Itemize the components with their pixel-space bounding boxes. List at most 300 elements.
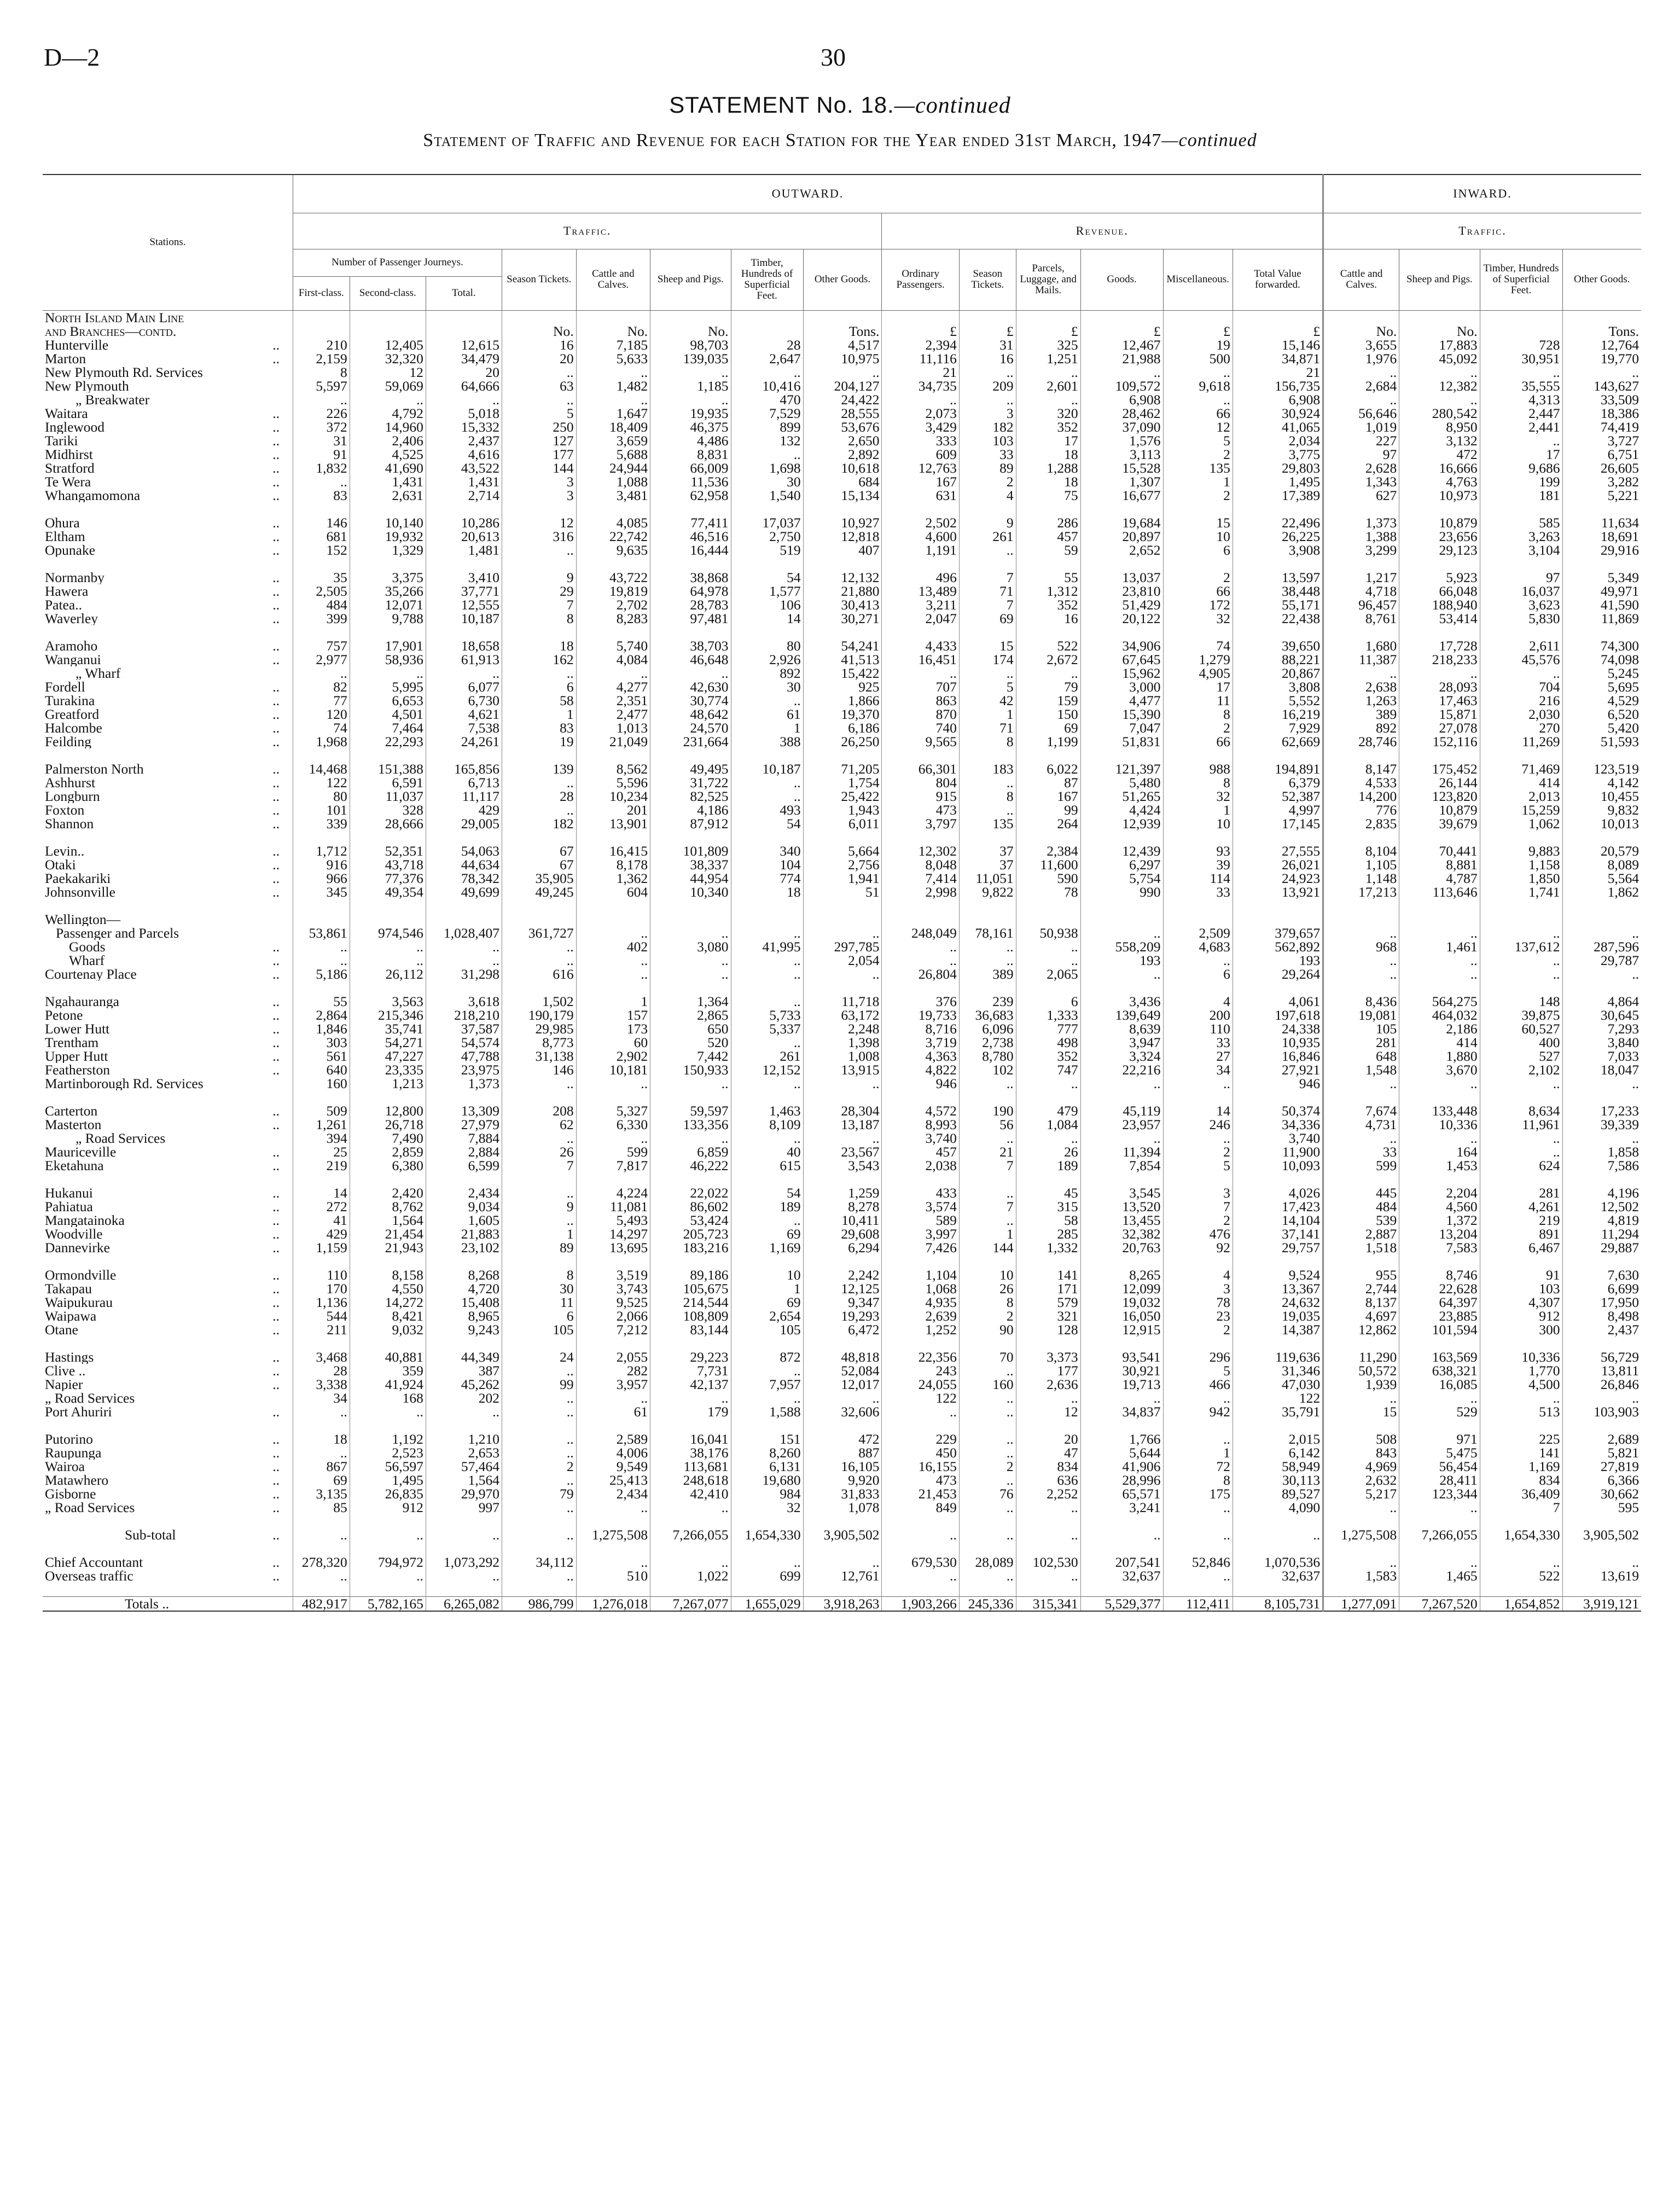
value-cell: 51,429 xyxy=(1080,598,1163,612)
value-cell: 1,362 xyxy=(576,871,650,885)
station-name: Hastings .. xyxy=(45,1350,280,1364)
spacer-cell xyxy=(882,748,959,762)
col-header: Cattle and Calves. xyxy=(1323,249,1399,310)
value-cell: 216 xyxy=(1480,694,1562,707)
value-cell: 29,887 xyxy=(1562,1241,1641,1254)
value-cell: 387 xyxy=(426,1364,502,1378)
value-cell: 464,032 xyxy=(1399,1008,1480,1022)
value-cell: 7,674 xyxy=(1323,1104,1399,1118)
value-cell: 4,621 xyxy=(426,707,502,721)
value-cell: 29,803 xyxy=(1233,461,1323,475)
totals-cell: 245,336 xyxy=(959,1596,1016,1611)
value-cell: 394 xyxy=(293,1131,350,1145)
value-cell: 18 xyxy=(502,639,576,653)
value-cell: 498 xyxy=(1016,1036,1080,1049)
value-cell xyxy=(882,310,959,324)
value-cell: 297,785 xyxy=(803,940,882,954)
spacer-cell xyxy=(43,830,293,844)
outward-header: OUTWARD. xyxy=(293,175,1323,213)
value-cell xyxy=(1480,912,1562,926)
value-cell: 160 xyxy=(959,1378,1016,1391)
value-cell: 76 xyxy=(959,1487,1016,1501)
value-cell: 44,349 xyxy=(426,1350,502,1364)
value-cell: 261 xyxy=(731,1049,803,1063)
value-cell: 402 xyxy=(576,940,650,954)
spacer-cell xyxy=(803,1254,882,1268)
value-cell: .. xyxy=(1562,1077,1641,1090)
value-cell: 1,846 xyxy=(293,1022,350,1036)
spacer-cell xyxy=(576,1583,650,1597)
value-cell: .. xyxy=(502,1186,576,1200)
value-cell: 3 xyxy=(1163,1282,1233,1295)
value-cell: 16 xyxy=(1016,612,1080,625)
value-cell: 86,602 xyxy=(650,1200,731,1213)
value-cell: 29,970 xyxy=(426,1487,502,1501)
spacer-cell xyxy=(1016,557,1080,571)
value-cell: .. xyxy=(1016,1501,1080,1514)
value-cell: .. xyxy=(1163,1391,1233,1405)
value-cell: 89 xyxy=(502,1241,576,1254)
value-cell: 17,728 xyxy=(1399,639,1480,653)
spacer-cell xyxy=(1323,1419,1399,1432)
spacer-cell xyxy=(350,1172,426,1186)
table-row xyxy=(43,543,1641,557)
totals-cell: 5,529,377 xyxy=(1080,1596,1163,1611)
value-cell: 8,881 xyxy=(1399,858,1480,871)
value-cell: 3,947 xyxy=(1080,1036,1163,1049)
value-cell xyxy=(293,310,350,324)
value-cell: 41,690 xyxy=(350,461,426,475)
station-name: New Plymouth Rd. Services xyxy=(45,365,203,379)
value-cell: 67 xyxy=(502,844,576,858)
value-cell: 1,941 xyxy=(803,871,882,885)
value-cell: 71,469 xyxy=(1480,762,1562,776)
value-cell: 3,797 xyxy=(882,817,959,830)
value-cell: 49,495 xyxy=(650,762,731,776)
value-cell: .. xyxy=(1163,1528,1233,1542)
value-cell: 4,433 xyxy=(882,639,959,653)
station-name: Napier .. xyxy=(45,1377,280,1391)
value-cell: 39 xyxy=(1163,858,1233,871)
value-cell: 5,221 xyxy=(1562,489,1641,502)
value-cell: 10,181 xyxy=(576,1063,650,1077)
value-cell: 1,288 xyxy=(1016,461,1080,475)
value-cell: 18,658 xyxy=(426,639,502,653)
spacer-row xyxy=(43,1419,1641,1432)
value-cell: 3,808 xyxy=(1233,680,1323,694)
value-cell: 325 xyxy=(1016,338,1080,352)
value-cell: 15,332 xyxy=(426,420,502,434)
spacer-cell xyxy=(502,899,576,912)
value-cell: 41,065 xyxy=(1233,420,1323,434)
value-cell: .. xyxy=(1323,1077,1399,1090)
value-cell: 22,216 xyxy=(1080,1063,1163,1077)
value-cell: 2 xyxy=(1163,447,1233,461)
value-cell: 1,502 xyxy=(502,995,576,1008)
value-cell: 51,265 xyxy=(1080,789,1163,803)
spacer-cell xyxy=(1562,1254,1641,1268)
value-cell: .. xyxy=(1016,1528,1080,1542)
value-cell: 6,330 xyxy=(576,1118,650,1131)
value-cell: 24,570 xyxy=(650,721,731,735)
value-cell: 36,683 xyxy=(959,1008,1016,1022)
spacer-cell xyxy=(502,1419,576,1432)
spacer-cell xyxy=(1233,748,1323,762)
value-cell: 21,049 xyxy=(576,735,650,748)
value-cell: 47,788 xyxy=(426,1049,502,1063)
value-cell: 7,529 xyxy=(731,406,803,420)
value-cell: 164 xyxy=(1399,1145,1480,1159)
value-cell: .. xyxy=(1163,1131,1233,1145)
value-cell: 5,493 xyxy=(576,1213,650,1227)
value-cell: 971 xyxy=(1399,1432,1480,1446)
value-cell: .. xyxy=(1562,967,1641,981)
table-row xyxy=(43,776,1641,789)
value-cell: 19,733 xyxy=(882,1008,959,1022)
value-cell: 15,962 xyxy=(1080,666,1163,680)
value-cell: 23,567 xyxy=(803,1145,882,1159)
value-cell: 182 xyxy=(959,420,1016,434)
value-cell: .. xyxy=(1323,926,1399,940)
spacer-row xyxy=(43,557,1641,571)
value-cell: 13,921 xyxy=(1233,885,1323,899)
value-cell: 10,140 xyxy=(350,516,426,530)
value-cell: 11,037 xyxy=(350,789,426,803)
value-cell: 429 xyxy=(293,1227,350,1241)
value-cell: 1 xyxy=(502,1227,576,1241)
value-cell: 7,033 xyxy=(1562,1049,1641,1063)
value-cell: 17 xyxy=(1480,447,1562,461)
spacer-cell xyxy=(1163,1514,1233,1528)
value-cell: .. xyxy=(1562,1555,1641,1569)
value-cell: No. xyxy=(650,324,731,338)
value-cell: 8,278 xyxy=(803,1200,882,1213)
value-cell: 28 xyxy=(731,338,803,352)
spacer-cell xyxy=(426,557,502,571)
value-cell: 106 xyxy=(731,598,803,612)
value-cell: 1,279 xyxy=(1163,653,1233,666)
value-cell: 122 xyxy=(882,1391,959,1405)
value-cell xyxy=(1080,310,1163,324)
value-cell: 54 xyxy=(731,571,803,584)
value-cell: No. xyxy=(576,324,650,338)
value-cell: 303 xyxy=(293,1036,350,1049)
value-cell: 4,500 xyxy=(1480,1378,1562,1391)
value-cell: 9 xyxy=(502,1200,576,1213)
value-cell: 4,529 xyxy=(1562,694,1641,707)
value-cell: 6,467 xyxy=(1480,1241,1562,1254)
value-cell: 4,006 xyxy=(576,1446,650,1460)
spacer-cell xyxy=(1562,748,1641,762)
value-cell xyxy=(1480,324,1562,338)
value-cell: 74,098 xyxy=(1562,653,1641,666)
value-cell: 616 xyxy=(502,967,576,981)
value-cell: 35,905 xyxy=(502,871,576,885)
spacer-cell xyxy=(1480,1172,1562,1186)
value-cell: 6 xyxy=(502,1309,576,1323)
value-cell: .. xyxy=(1080,1131,1163,1145)
value-cell: 1,275,508 xyxy=(1323,1528,1399,1542)
table-row xyxy=(43,1159,1641,1172)
value-cell: 41,995 xyxy=(731,940,803,954)
spacer-cell xyxy=(731,502,803,516)
spacer-cell xyxy=(1233,1419,1323,1432)
value-cell: 2,902 xyxy=(576,1049,650,1063)
table-row xyxy=(43,1446,1641,1460)
spacer-cell xyxy=(1399,830,1480,844)
value-cell: 246 xyxy=(1163,1118,1233,1131)
value-cell: 122 xyxy=(293,776,350,789)
value-cell: 33 xyxy=(959,447,1016,461)
value-cell: 162 xyxy=(502,653,576,666)
value-cell: 11,116 xyxy=(882,352,959,365)
value-cell: .. xyxy=(426,393,502,406)
station-name: New Plymouth xyxy=(45,379,129,393)
value-cell: .. xyxy=(426,1405,502,1419)
value-cell: 12,382 xyxy=(1399,379,1480,393)
spacer-cell xyxy=(502,748,576,762)
spacer-cell xyxy=(1080,1583,1163,1597)
value-cell: .. xyxy=(293,666,350,680)
spacer-cell xyxy=(1562,1583,1641,1597)
value-cell: 2,672 xyxy=(1016,653,1080,666)
value-cell: 160 xyxy=(293,1077,350,1090)
spacer-cell xyxy=(1323,1542,1399,1555)
table-row xyxy=(43,338,1641,352)
value-cell: 450 xyxy=(882,1446,959,1460)
value-cell: .. xyxy=(1480,365,1562,379)
value-cell: 648 xyxy=(1323,1049,1399,1063)
station-name: Tariki .. xyxy=(45,433,280,447)
value-cell: 4,935 xyxy=(882,1295,959,1309)
value-cell: 3,659 xyxy=(576,434,650,447)
value-cell: .. xyxy=(1399,1555,1480,1569)
value-cell: 1,858 xyxy=(1562,1145,1641,1159)
station-name: Pahiatua .. xyxy=(45,1199,280,1213)
spacer-cell xyxy=(1016,1514,1080,1528)
value-cell: 8,965 xyxy=(426,1309,502,1323)
value-cell xyxy=(426,912,502,926)
value-cell: .. xyxy=(1480,967,1562,981)
value-cell: 101 xyxy=(293,803,350,817)
spacer-cell xyxy=(1080,1336,1163,1350)
value-cell: 165,856 xyxy=(426,762,502,776)
value-cell: 10,336 xyxy=(1399,1118,1480,1131)
value-cell: 12,818 xyxy=(803,530,882,543)
table-row xyxy=(43,694,1641,707)
station-name: Levin.. .. xyxy=(45,844,280,858)
value-cell: 6,297 xyxy=(1080,858,1163,871)
value-cell: .. xyxy=(576,1555,650,1569)
value-cell: .. xyxy=(1163,1569,1233,1583)
value-cell: 110 xyxy=(1163,1022,1233,1036)
value-cell: 10,879 xyxy=(1399,516,1480,530)
value-cell: 110 xyxy=(293,1268,350,1282)
value-cell: 590 xyxy=(1016,871,1080,885)
spacer-cell xyxy=(1233,899,1323,912)
value-cell: 8,109 xyxy=(731,1118,803,1131)
value-cell: .. xyxy=(1080,926,1163,940)
value-cell: 5,733 xyxy=(731,1008,803,1022)
spacer-cell xyxy=(650,1254,731,1268)
value-cell: 1,104 xyxy=(882,1268,959,1282)
value-cell: 78,342 xyxy=(426,871,502,885)
value-cell: 30,413 xyxy=(803,598,882,612)
value-cell: .. xyxy=(650,365,731,379)
value-cell: 11,294 xyxy=(1562,1227,1641,1241)
value-cell: 14,468 xyxy=(293,762,350,776)
value-cell: 66 xyxy=(1163,406,1233,420)
value-cell: 139,649 xyxy=(1080,1008,1163,1022)
value-cell: .. xyxy=(731,1555,803,1569)
value-cell: 500 xyxy=(1163,352,1233,365)
value-cell: 352 xyxy=(1016,1049,1080,1063)
table-row xyxy=(43,1323,1641,1336)
value-cell: 8 xyxy=(1163,776,1233,789)
value-cell: .. xyxy=(1323,1131,1399,1145)
spacer-cell xyxy=(1080,1514,1163,1528)
value-cell: 561 xyxy=(293,1049,350,1063)
value-cell: 8,265 xyxy=(1080,1268,1163,1282)
value-cell: 37,141 xyxy=(1233,1227,1323,1241)
value-cell: 7,929 xyxy=(1233,721,1323,735)
totals-cell: 482,917 xyxy=(293,1596,350,1611)
value-cell: .. xyxy=(882,393,959,406)
value-cell: 30,662 xyxy=(1562,1487,1641,1501)
value-cell: 3,618 xyxy=(426,995,502,1008)
value-cell: 3,282 xyxy=(1562,475,1641,489)
value-cell: 202 xyxy=(426,1391,502,1405)
value-cell: 29,916 xyxy=(1562,543,1641,557)
value-cell: 2 xyxy=(1163,1323,1233,1336)
value-cell xyxy=(1233,310,1323,324)
value-cell: .. xyxy=(959,1186,1016,1200)
spacer-cell xyxy=(650,1172,731,1186)
spacer-cell xyxy=(650,502,731,516)
value-cell: 1,766 xyxy=(1080,1432,1163,1446)
spacer-cell xyxy=(1163,1172,1233,1186)
value-cell: 1,770 xyxy=(1480,1364,1562,1378)
value-cell: 61 xyxy=(731,707,803,721)
spacer-cell xyxy=(502,981,576,995)
value-cell: 11,900 xyxy=(1233,1145,1323,1159)
spacer-cell xyxy=(426,1254,502,1268)
value-cell: 1,605 xyxy=(426,1213,502,1227)
value-cell: 50,572 xyxy=(1323,1364,1399,1378)
spacer-cell xyxy=(1080,899,1163,912)
value-cell: 407 xyxy=(803,543,882,557)
value-cell: 496 xyxy=(882,571,959,584)
value-cell: 473 xyxy=(882,1473,959,1487)
value-cell: .. xyxy=(1399,1131,1480,1145)
value-cell: 21,880 xyxy=(803,584,882,598)
value-cell: 61,913 xyxy=(426,653,502,666)
value-cell: 522 xyxy=(1016,639,1080,653)
value-cell: 1,105 xyxy=(1323,858,1399,871)
section-heading-row xyxy=(43,310,1641,324)
station-name: Eltham .. xyxy=(45,529,280,543)
value-cell: 3 xyxy=(502,475,576,489)
value-cell: 87 xyxy=(1016,776,1080,789)
value-cell: 2,015 xyxy=(1233,1432,1323,1446)
station-name: Wairoa .. xyxy=(45,1459,280,1473)
value-cell: 1,564 xyxy=(350,1213,426,1227)
value-cell: 7 xyxy=(959,1159,1016,1172)
value-cell: 17,213 xyxy=(1323,885,1399,899)
value-cell: 226 xyxy=(293,406,350,420)
value-cell: .. xyxy=(576,1077,650,1090)
table-row xyxy=(43,1022,1641,1036)
value-cell: .. xyxy=(426,954,502,967)
value-cell: 6,186 xyxy=(803,721,882,735)
value-cell: 1,261 xyxy=(293,1118,350,1131)
spacer-cell xyxy=(43,981,293,995)
value-cell: 56 xyxy=(959,1118,1016,1131)
value-cell: .. xyxy=(1480,1555,1562,1569)
value-cell: 12,017 xyxy=(803,1378,882,1391)
value-cell: 2,892 xyxy=(803,447,882,461)
value-cell: 18,409 xyxy=(576,420,650,434)
spacer-cell xyxy=(350,1419,426,1432)
value-cell: 33,509 xyxy=(1562,393,1641,406)
value-cell: 1,647 xyxy=(576,406,650,420)
value-cell: 974,546 xyxy=(350,926,426,940)
value-cell: 31,346 xyxy=(1233,1364,1323,1378)
spacer-cell xyxy=(882,1090,959,1104)
value-cell: 414 xyxy=(1399,1036,1480,1049)
value-cell: 4,864 xyxy=(1562,995,1641,1008)
value-cell: 6,096 xyxy=(959,1022,1016,1036)
spacer-cell xyxy=(43,502,293,516)
value-cell: .. xyxy=(959,1405,1016,1419)
value-cell: 8,639 xyxy=(1080,1022,1163,1036)
value-cell: 445 xyxy=(1323,1186,1399,1200)
value-cell: 2,505 xyxy=(293,584,350,598)
value-cell: 777 xyxy=(1016,1022,1080,1036)
value-cell: 12,555 xyxy=(426,598,502,612)
value-cell: 379,657 xyxy=(1233,926,1323,940)
spacer-cell xyxy=(803,1419,882,1432)
value-cell: 28,783 xyxy=(650,598,731,612)
value-cell: 188,940 xyxy=(1399,598,1480,612)
value-cell: .. xyxy=(803,1077,882,1090)
value-cell: 66 xyxy=(1163,584,1233,598)
station-name: Clive .. .. xyxy=(45,1363,280,1378)
value-cell: 579 xyxy=(1016,1295,1080,1309)
value-cell: 1 xyxy=(731,1282,803,1295)
value-cell: 915 xyxy=(882,789,959,803)
value-cell: 2,242 xyxy=(803,1268,882,1282)
value-cell: 2,159 xyxy=(293,352,350,365)
value-cell: .. xyxy=(959,666,1016,680)
spacer-cell xyxy=(43,1090,293,1104)
value-cell: 10,879 xyxy=(1399,803,1480,817)
value-cell: 64,978 xyxy=(650,584,731,598)
value-cell: 8,716 xyxy=(882,1022,959,1036)
value-cell: .. xyxy=(731,954,803,967)
spacer-row xyxy=(43,1336,1641,1350)
value-cell: 16,666 xyxy=(1399,461,1480,475)
value-cell: 51,831 xyxy=(1080,735,1163,748)
value-cell: 177 xyxy=(502,447,576,461)
value-cell: 296 xyxy=(1163,1350,1233,1364)
value-cell: 320 xyxy=(1016,406,1080,420)
value-cell: 321 xyxy=(1016,1309,1080,1323)
spacer-cell xyxy=(1233,830,1323,844)
value-cell: 49,699 xyxy=(426,885,502,899)
value-cell: 175,452 xyxy=(1399,762,1480,776)
value-cell: 4,084 xyxy=(576,653,650,666)
